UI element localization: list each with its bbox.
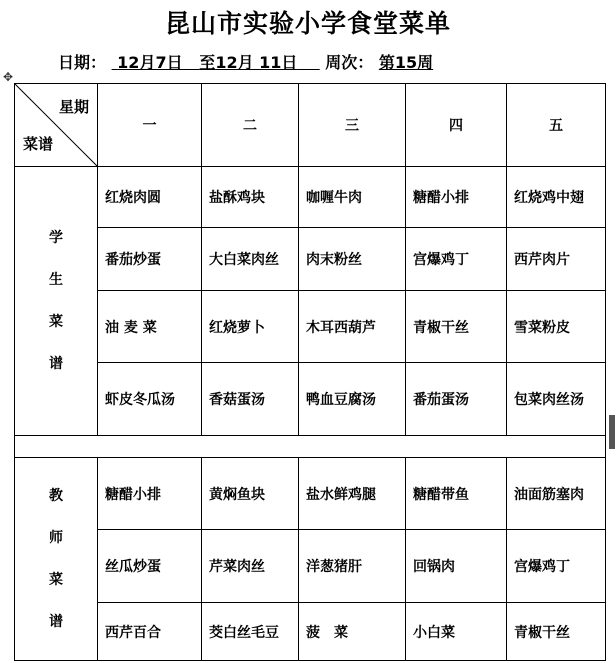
spacer-cell — [15, 436, 606, 458]
section-label — [15, 458, 98, 661]
section-label — [15, 167, 98, 436]
end-date: 12月 11日 — [215, 53, 298, 72]
dish-cell: 红烧鸡中翅 — [507, 167, 606, 228]
dish-cell: 糖醋小排 — [98, 458, 202, 530]
corner-cell — [15, 84, 98, 167]
dish-cell: 盐酥鸡块 — [202, 167, 299, 228]
dish-cell: 肉末粉丝 — [299, 228, 406, 291]
section-label-char: 生 — [49, 272, 63, 288]
header-row — [15, 84, 606, 167]
dish-cell: 糖醋小排 — [406, 167, 507, 228]
date-to: 至 — [199, 53, 216, 72]
dish-cell: 回锅肉 — [406, 530, 507, 603]
week-label: 周次： — [325, 53, 374, 72]
menu-row — [15, 530, 606, 603]
dish-cell: 虾皮冬瓜汤 — [98, 363, 202, 436]
section-label-char: 菜 — [49, 314, 63, 330]
scrollbar-handle[interactable] — [609, 415, 615, 449]
dish-cell: 黄焖鱼块 — [202, 458, 299, 530]
dish-cell: 红烧萝卜 — [202, 291, 299, 363]
menu-row — [15, 167, 606, 228]
menu-row — [15, 603, 606, 661]
dish-cell: 大白菜肉丝 — [202, 228, 299, 291]
table-move-handle-icon[interactable]: ✥ — [2, 70, 14, 84]
dish-cell: 番茄炒蛋 — [98, 228, 202, 291]
dish-cell: 油面筋塞肉 — [507, 458, 606, 530]
menu-row — [15, 291, 606, 363]
dish-cell: 西芹百合 — [98, 603, 202, 661]
section-label-char: 师 — [49, 530, 63, 546]
dish-cell: 盐水鲜鸡腿 — [299, 458, 406, 530]
dish-cell: 宫爆鸡丁 — [507, 530, 606, 603]
page-title: 昆山市实验小学食堂菜单 — [164, 9, 451, 38]
day-header: 三 — [299, 84, 406, 167]
dish-cell: 油 麦 菜 — [98, 291, 202, 363]
spacer-row — [15, 436, 606, 458]
dish-cell: 咖喱牛肉 — [299, 167, 406, 228]
section-label-char: 学 — [49, 230, 63, 246]
dish-cell: 糖醋带鱼 — [406, 458, 507, 530]
date-label: 日期： — [58, 53, 107, 72]
dish-cell: 包菜肉丝汤 — [507, 363, 606, 436]
start-date: 12月7日 — [117, 53, 183, 72]
corner-weekday-label: 星期 — [58, 98, 89, 116]
menu-row — [15, 458, 606, 530]
dish-cell: 丝瓜炒蛋 — [98, 530, 202, 603]
section-label-char: 教 — [49, 488, 63, 504]
dish-cell: 小白菜 — [406, 603, 507, 661]
day-header: 一 — [98, 84, 202, 167]
dish-cell: 番茄蛋汤 — [406, 363, 507, 436]
dish-cell: 菠 菜 — [299, 603, 406, 661]
menu-table — [14, 83, 606, 661]
day-header: 五 — [507, 84, 606, 167]
week-number: 第15周 — [378, 53, 434, 72]
date-range — [112, 53, 320, 72]
dish-cell: 芹菜肉丝 — [202, 530, 299, 603]
dish-cell: 青椒干丝 — [507, 603, 606, 661]
dish-cell: 茭白丝毛豆 — [202, 603, 299, 661]
section-label-char: 菜 — [49, 572, 63, 588]
dish-cell: 洋葱猪肝 — [299, 530, 406, 603]
dish-cell: 宫爆鸡丁 — [406, 228, 507, 291]
dish-cell: 红烧肉圆 — [98, 167, 202, 228]
menu-row — [15, 228, 606, 291]
corner-menu-label: 菜谱 — [23, 135, 54, 153]
dish-cell: 香菇蛋汤 — [202, 363, 299, 436]
menu-row — [15, 363, 606, 436]
day-header: 四 — [406, 84, 507, 167]
section-label-char: 谱 — [49, 614, 63, 630]
dish-cell: 青椒干丝 — [406, 291, 507, 363]
section-label-char: 谱 — [49, 356, 63, 372]
day-header: 二 — [202, 84, 299, 167]
dish-cell: 木耳西葫芦 — [299, 291, 406, 363]
date-line — [58, 50, 433, 73]
dish-cell: 鸭血豆腐汤 — [299, 363, 406, 436]
dish-cell: 西芹肉片 — [507, 228, 606, 291]
dish-cell: 雪菜粉皮 — [507, 291, 606, 363]
